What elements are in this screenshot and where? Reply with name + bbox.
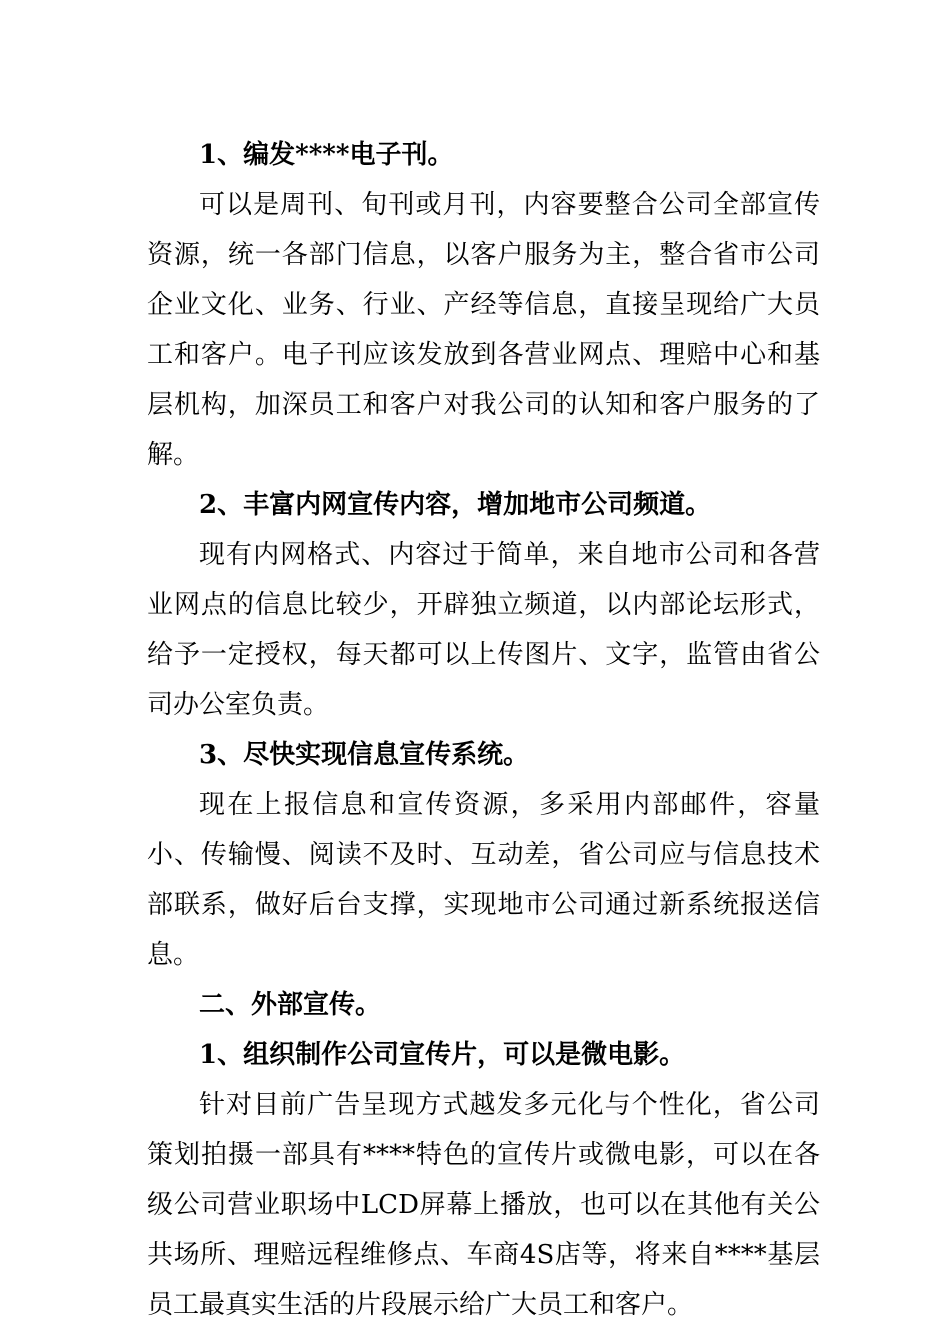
section-heading-promo-film: 1、组织制作公司宣传片，可以是微电影。 (199, 1040, 686, 1070)
section-heading-electronic-journal: 1、编发****电子刊。 (199, 140, 454, 170)
document-body (147, 130, 820, 1330)
paragraph-promo-film: 针对目前广告呈现方式越发多元化与个性化，省公司策划拍摄一部具有****特色的宣传片或微电影，可以在各级公司营业职场中LCD屏幕上播放，也可以在其他有关公共场所、理赔远程维修点、车商4S店等，将来自****基层员工最真实生活的片段展示给广大员工和客户。 (147, 1090, 820, 1320)
paragraph-intranet: 现有内网格式、内容过于简单，来自地市公司和各营业网点的信息比较少，开辟独立频道，以内部论坛形式，给予一定授权，每天都可以上传图片、文字，监管由省公司办公室负责。 (147, 540, 820, 720)
section-heading-intranet: 2、丰富内网宣传内容，增加地市公司频道。 (199, 490, 712, 520)
section-heading-info-system: 3、尽快实现信息宣传系统。 (199, 740, 530, 770)
section-heading-external-publicity: 二、外部宣传。 (199, 990, 382, 1020)
paragraph-info-system: 现在上报信息和宣传资源，多采用内部邮件，容量小、传输慢、阅读不及时、互动差，省公司应与信息技术部联系，做好后台支撑，实现地市公司通过新系统报送信息。 (147, 790, 820, 970)
paragraph-electronic-journal: 可以是周刊、旬刊或月刊，内容要整合公司全部宣传资源，统一各部门信息，以客户服务为主，整合省市公司企业文化、业务、行业、产经等信息，直接呈现给广大员工和客户。电子刊应该发放到各营业网点、理赔中心和基层机构，加深员工和客户对我公司的认知和客户服务的了解。 (147, 190, 820, 470)
